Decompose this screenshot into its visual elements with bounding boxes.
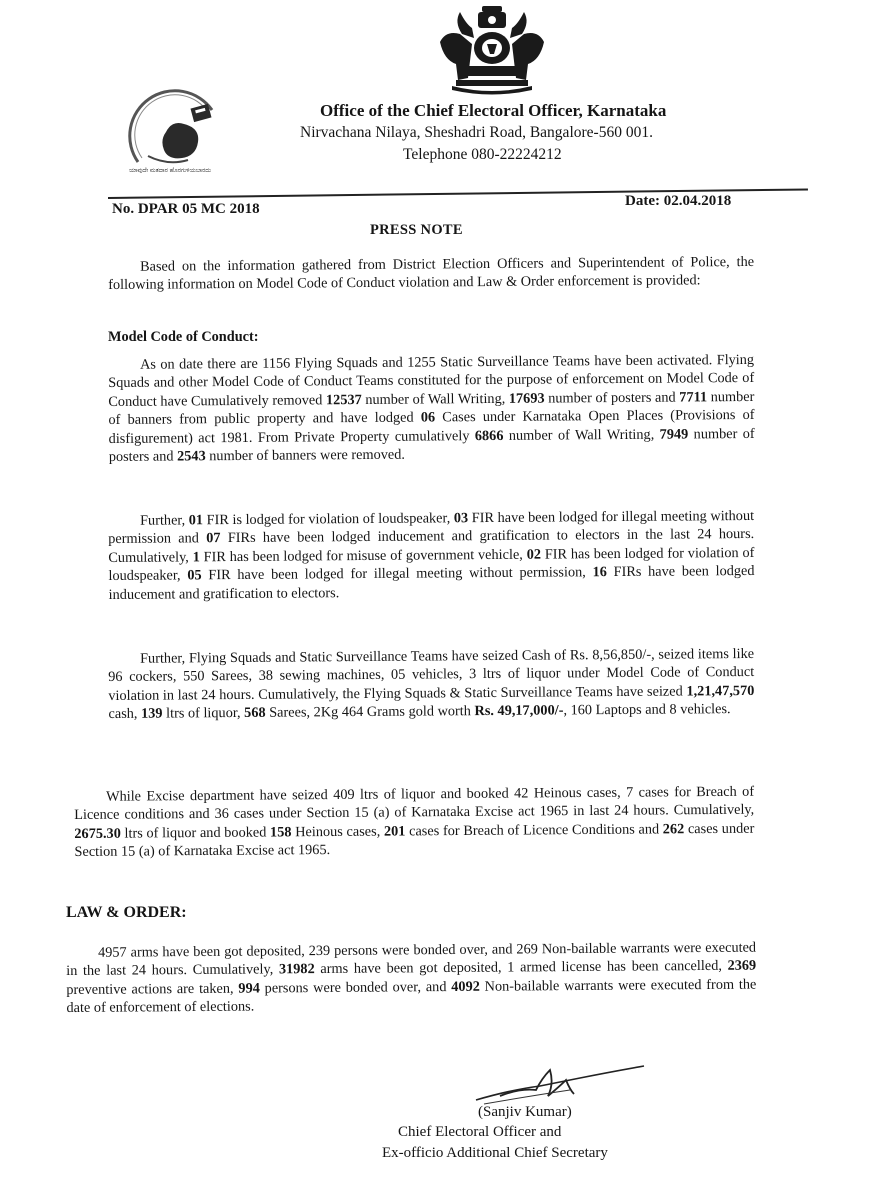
signatory-name: (Sanjiv Kumar) xyxy=(478,1104,572,1120)
state-emblem-icon xyxy=(432,4,552,96)
text-span: cash, xyxy=(108,705,142,723)
text-span: number of posters and xyxy=(108,425,755,466)
bold-figure: 1,21,47,570 xyxy=(686,682,755,700)
bold-figure: 07 xyxy=(206,530,221,547)
bold-figure: 16 xyxy=(592,564,607,581)
text-span: number of Wall Writing, xyxy=(361,390,509,408)
bold-figure: 31982 xyxy=(278,961,315,978)
law-order-paragraph xyxy=(66,939,757,1018)
bold-figure: 2675.30 xyxy=(74,825,121,842)
text-span: Cases under Karnataka Open Places (Provisions of disfigurement) act 1981. From Private Property cumulatively xyxy=(108,407,755,447)
intro-text: Based on the information gathered from District Election Officers and Superintendent of Police, the following information on Model Code of Conduct violation and Law & Order enforcement is provided: xyxy=(108,253,755,294)
bold-figure: 4092 xyxy=(451,978,480,995)
signature-icon xyxy=(470,1060,650,1108)
note-date: Date: 02.04.2018 xyxy=(625,193,732,209)
text-span: 4957 arms have been got deposited, 239 persons were bonded over, and 269 Non-bailable warrants were executed in the last 24 hours. Cumulatively, xyxy=(66,939,757,980)
bold-figure: 2543 xyxy=(177,448,206,465)
law-order-heading: LAW & ORDER: xyxy=(66,904,187,921)
bold-figure: 139 xyxy=(141,705,163,722)
text-span: FIR has been lodged for violation of loudspeaker, xyxy=(108,544,755,585)
mcc-paragraph-2 xyxy=(108,507,755,604)
text-span: , 160 Laptops and 8 vehicles. xyxy=(563,701,731,719)
text-span: Non-bailable warrants were executed from the date of enforcement of elections. xyxy=(66,976,757,1017)
text-span: FIRs have been lodged inducement and gratification to electors. xyxy=(108,563,755,603)
text-span: Sarees, 2Kg 464 Grams gold worth xyxy=(265,703,475,721)
text-span: FIR is lodged for violation of loudspeaker, xyxy=(202,510,454,529)
text-span: cases for Breach of Licence Conditions and xyxy=(405,821,663,840)
bold-figure: 7711 xyxy=(679,389,708,406)
bold-figure: 02 xyxy=(526,546,542,563)
text-span: number of posters and xyxy=(544,389,680,407)
bold-figure: 1 xyxy=(192,549,200,566)
text-span: preventive actions are taken, xyxy=(66,980,239,998)
text-span: number of banners from public property and have lodged xyxy=(108,388,755,429)
mcc-paragraph-4 xyxy=(74,783,755,862)
bold-figure: 17693 xyxy=(508,390,545,407)
text-span: FIR have been lodged for illegal meeting without permission, xyxy=(201,564,593,584)
bold-figure: 03 xyxy=(453,510,469,527)
bold-figure: 06 xyxy=(420,409,436,426)
bold-figure: 568 xyxy=(244,704,266,722)
document-title: PRESS NOTE xyxy=(370,222,463,238)
text-span: ltrs of liquor, xyxy=(162,705,245,722)
bold-figure: 7949 xyxy=(659,426,689,443)
text-span: Further, Flying Squads and Static Surveillance Teams have seized Cash of Rs. 8,56,850/-, seized items like 96 cockers, 550 Sarees, 38 sewing machines, 05 vehicles, 3 ltrs of liquor under Model Code of Conduct violation in last 24 hours. Cumulatively, the Flying Squads & Static Surveillance Teams have seized xyxy=(108,645,755,704)
intro-paragraph xyxy=(108,253,754,295)
text-span: FIRs have been lodged inducement and gratification to electors in the last 24 hours. Cumulatively, xyxy=(108,526,755,566)
text-span: FIR have been lodged for illegal meeting without permission and xyxy=(108,507,755,548)
text-span: cases under Section 15 (a) of Karnataka Excise act 1965. xyxy=(74,820,755,861)
bold-figure: 2369 xyxy=(727,957,757,975)
bold-figure: 05 xyxy=(187,567,202,584)
text-span: number of banners were removed. xyxy=(205,446,406,465)
text-span: Further, xyxy=(140,512,189,529)
text-span: persons were bonded over, and xyxy=(259,978,452,997)
mcc-paragraph-3 xyxy=(108,645,755,724)
office-address: Nirvachana Nilaya, Sheshadri Road, Bangalore-560 001. xyxy=(300,124,653,141)
text-span: While Excise department have seized 409 ltrs of liquor and booked 42 Heinous cases, 7 cases for Breach of Licence conditions and 36 cases under Section 15 (a) of Karnataka Excise act 1965 in last 24 hours. Cumulatively, xyxy=(74,783,755,824)
mcc-heading: Model Code of Conduct: xyxy=(108,329,259,345)
text-span: arms have been got deposited, 1 armed license has been cancelled, xyxy=(314,958,728,978)
text-span: As on date there are 1156 Flying Squads and 1255 Static Surveillance Teams have been activated. Flying Squads and other Model Code of Conduct Teams constituted for the purpose of enforcement on Model Code of Conduct have Cumulatively removed xyxy=(108,351,755,410)
signatory-title: Chief Electoral Officer and xyxy=(398,1124,562,1140)
text-span: number of Wall Writing, xyxy=(503,426,660,444)
bold-figure: 6866 xyxy=(474,427,504,444)
bold-figure: Rs. 49,17,000/- xyxy=(474,702,564,720)
signatory-title-2: Ex-officio Additional Chief Secretary xyxy=(382,1145,608,1160)
office-title: Office of the Chief Electoral Officer, Karnataka xyxy=(320,101,667,120)
text-span: ltrs of liquor and booked xyxy=(120,824,271,842)
bold-figure: 158 xyxy=(269,824,292,841)
text-span: FIR has been lodged for misuse of government vehicle, xyxy=(199,546,527,566)
logo-caption: ಯಾವುದೇ ಮತದಾರ ಹೊರಗುಳಿಯಬಾರದು xyxy=(128,168,212,174)
bold-figure: 01 xyxy=(188,512,204,529)
reference-number: No. DPAR 05 MC 2018 xyxy=(112,201,260,217)
bold-figure: 262 xyxy=(662,821,685,838)
bold-figure: 201 xyxy=(383,823,406,840)
text-span: Heinous cases, xyxy=(291,823,385,841)
office-telephone: Telephone 080-22224212 xyxy=(403,146,562,163)
bold-figure: 12537 xyxy=(325,391,362,409)
mcc-paragraph-1 xyxy=(108,351,755,467)
bold-figure: 994 xyxy=(238,980,260,997)
